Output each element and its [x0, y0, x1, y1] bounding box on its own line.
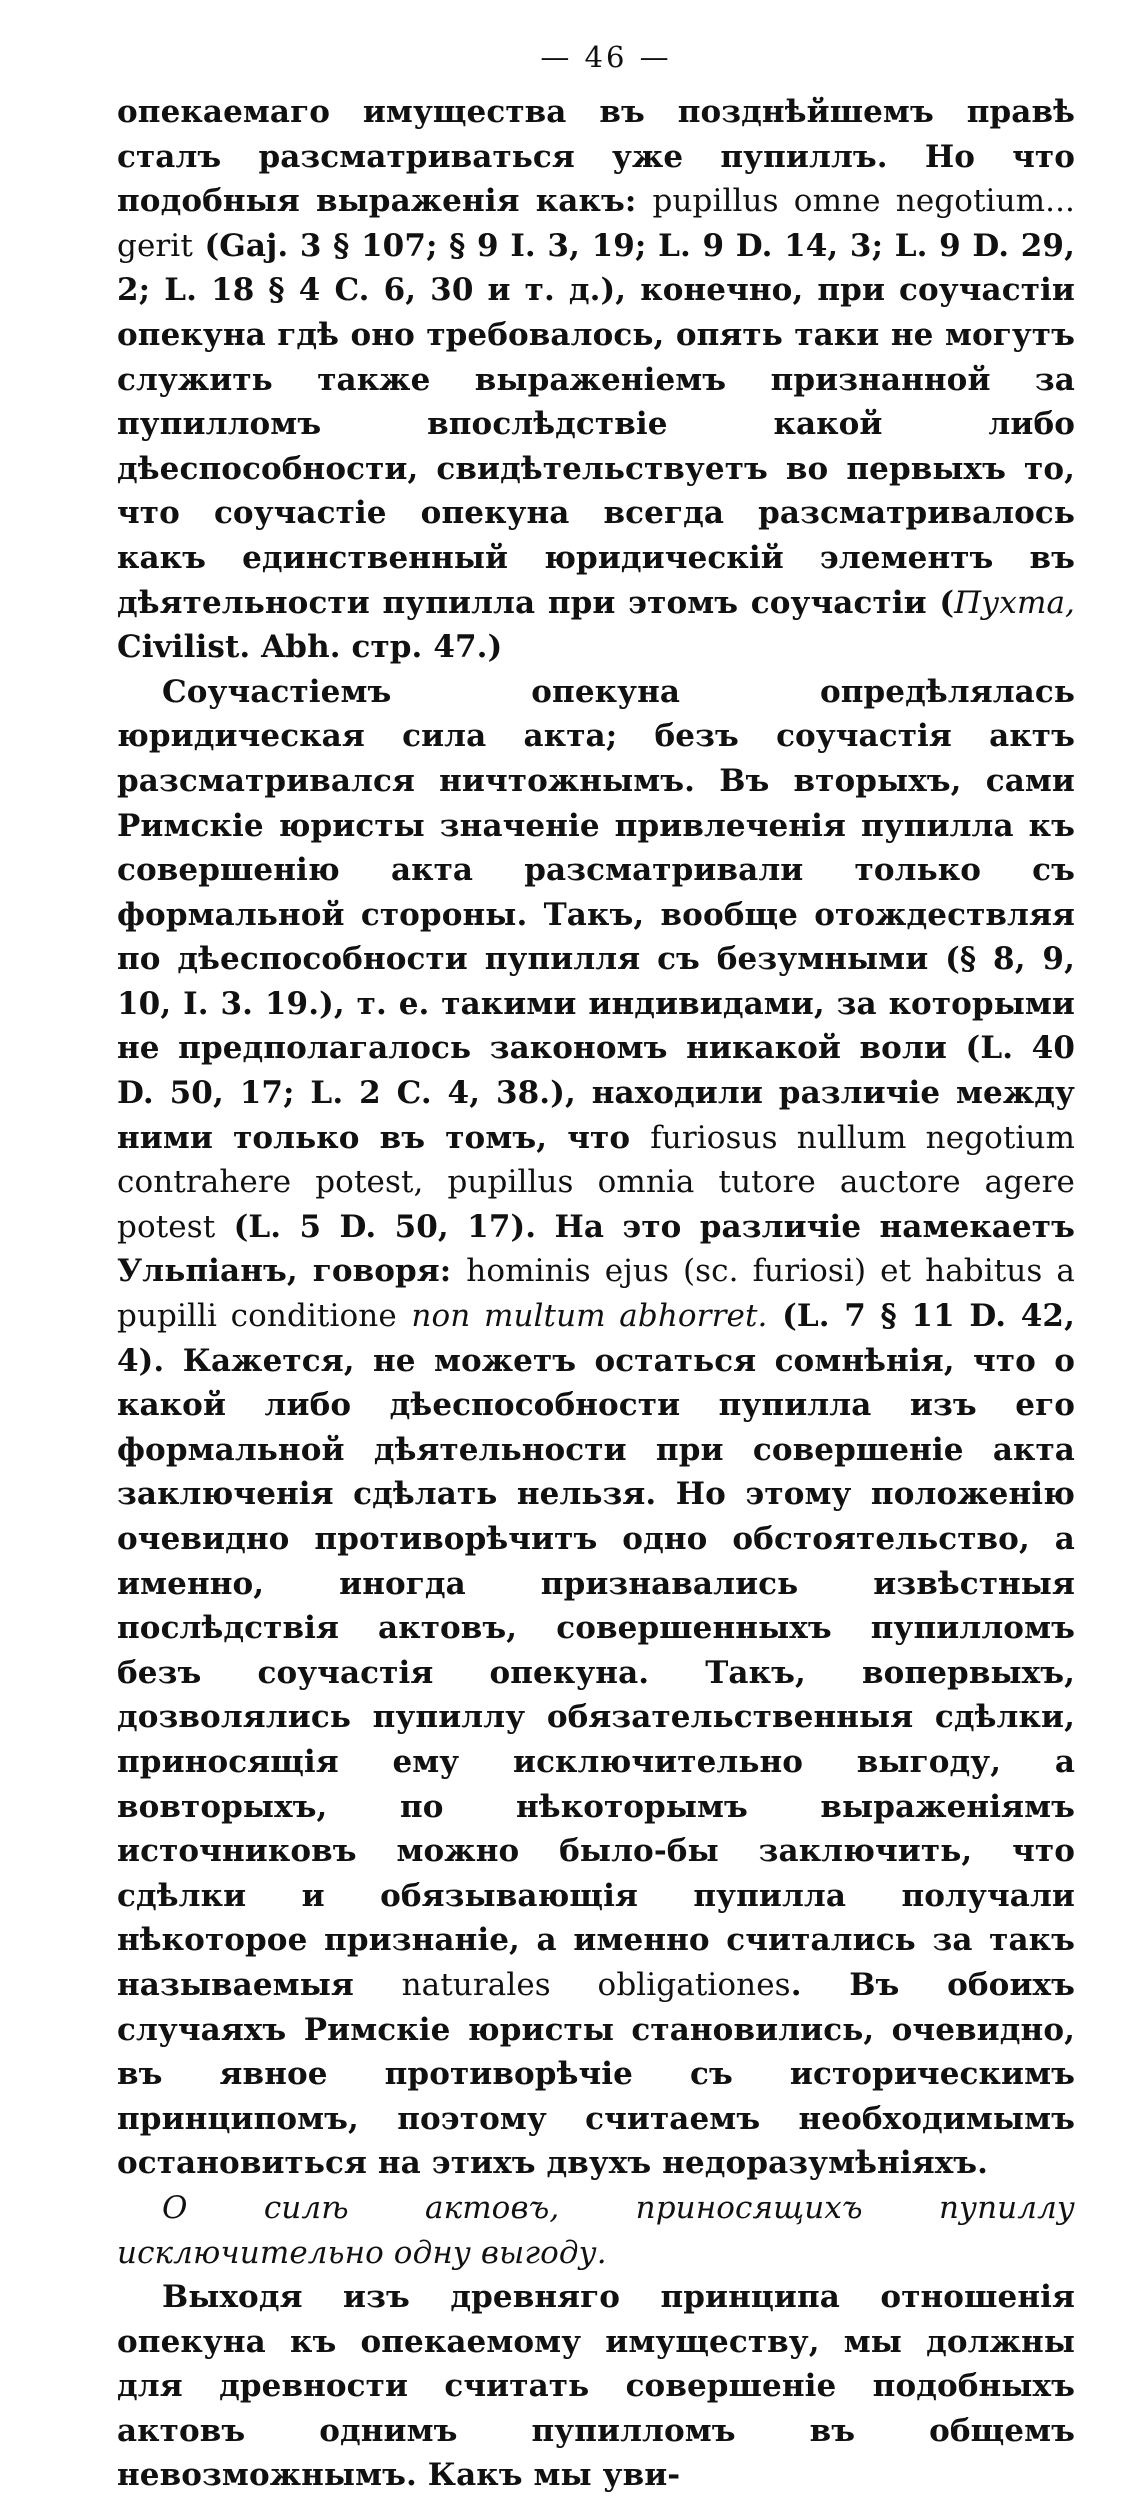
paragraph-1-latin-quote: pupillus omne negotium... gerit — [117, 183, 1075, 264]
paragraph-1-text-c: (Gaj. 3 § 107; § 9 I. 3, 19; L. 9 D. 14, 3; L. 9 D. 29, 2; L. 18 § 4 C. 6, 30 и т. д.), конечно, при соучастіи опекуна гдѣ оно требовалось, опять таки не могутъ служить также выраженіемъ признанной за пупилломъ впослѣдствіе какой либо дѣеспособности, свидѣтельствуетъ во первыхъ то, что соучастіе опекуна всегда разсматривалось какъ единственный юридическій элементъ въ дѣятельности пупилла при этомъ соучастіи ( — [117, 227, 1075, 621]
document-page — [117, 40, 1075, 2498]
paragraph-2-text-e — [397, 1298, 412, 1334]
paragraph-2-latin-quote-1: furiosus nullum negotium contrahere potest, pupillus omnia tutore auctore agere potest — [117, 1119, 1075, 1245]
paragraph-2-text-i: . Въ обоихъ случаяхъ Римскіе юристы становились, очевидно, въ явное противорѣчіе съ историческимъ принципомъ, поэтому считаемъ необходимымъ остановиться на этихъ двухъ недоразумѣніяхъ. — [117, 1966, 1076, 2182]
paragraph-3: Выходя изъ древняго принципа отношенія опекуна къ опекаемому имуществу, мы должны для древности считать совершеніе подобныхъ актовъ однимъ пупилломъ въ общемъ невозможнымъ. Какъ мы уви- — [117, 2279, 1075, 2494]
paragraph-2-text-g: (L. 7 § 11 D. 42, 4). Кажется, не можетъ остаться сомнѣнія, что о какой либо дѣеспособности пупилла изъ его формальной дѣятельности при совершеніе акта заключенія сдѣлать нельзя. Но этому положенію очевидно противорѣчитъ одно обстоятельство, а именно, иногда признавались извѣстныя послѣдствія актовъ, совершенныхъ пупилломъ безъ соучастія опекуна. Такъ, вопервыхъ, дозволялись пупиллу обязательственныя сдѣлки, приносящія ему исключительно выгоду, а вовторыхъ, по нѣкоторымъ выраженіямъ источниковъ можно было-бы заключить, что сдѣлки и обязывающія пупилла получали нѣкоторое признаніе, а именно считались за такъ называемыя — [117, 1298, 1075, 2003]
paragraph-1-author-citation: Пухта, — [954, 584, 1075, 621]
page-number: — 46 — — [540, 40, 672, 74]
paragraph-2-text-c: (L. 5 D. 50, 17). На это различіе намекаетъ Ульпіанъ, говоря: — [117, 1208, 1075, 1290]
paragraph-2-latin-quote-2: hominis ejus (sc. furiosi) et habitus a pupilli conditione — [117, 1253, 1075, 1335]
paragraph-2-latin-term: naturales obligationes — [401, 1966, 791, 2003]
section-heading: О силѣ актовъ, приносящихъ пупиллу исключительно одну выгоду. — [117, 2189, 1075, 2271]
paragraph-1-text-e: Civilist. Abh. стр. 47.) — [117, 629, 503, 666]
paragraph-1-text-a: опекаемаго имущества въ позднѣйшемъ правѣ сталъ разсматриваться уже пупиллъ. Но что подобныя выраженія какъ: — [117, 94, 1075, 220]
paragraph-2 — [117, 670, 1075, 2186]
paragraph-2-latin-italic: non multum abhorret. — [411, 1298, 768, 1335]
paragraph-2-text-a: Соучастіемъ опекуна опредѣлялась юридическая сила акта; безъ соучастія актъ разсматривался ничтожнымъ. Въ вторыхъ, сами Римскіе юристы значеніе привлеченія пупилла къ совершенію акта разсматривали только съ формальной стороны. Такъ, вообще отождествляя по дѣеспособности пупилля съ безумными (§ 8, 9, 10, I. 3. 19.), т. е. такими индивидами, за которыми не предполагалось закономъ никакой воли (L. 40 D. 50, 17; L. 2 C. 4, 38.), находили различіе между ними только въ томъ, что — [117, 673, 1075, 1156]
paragraph-1 — [117, 90, 1075, 670]
